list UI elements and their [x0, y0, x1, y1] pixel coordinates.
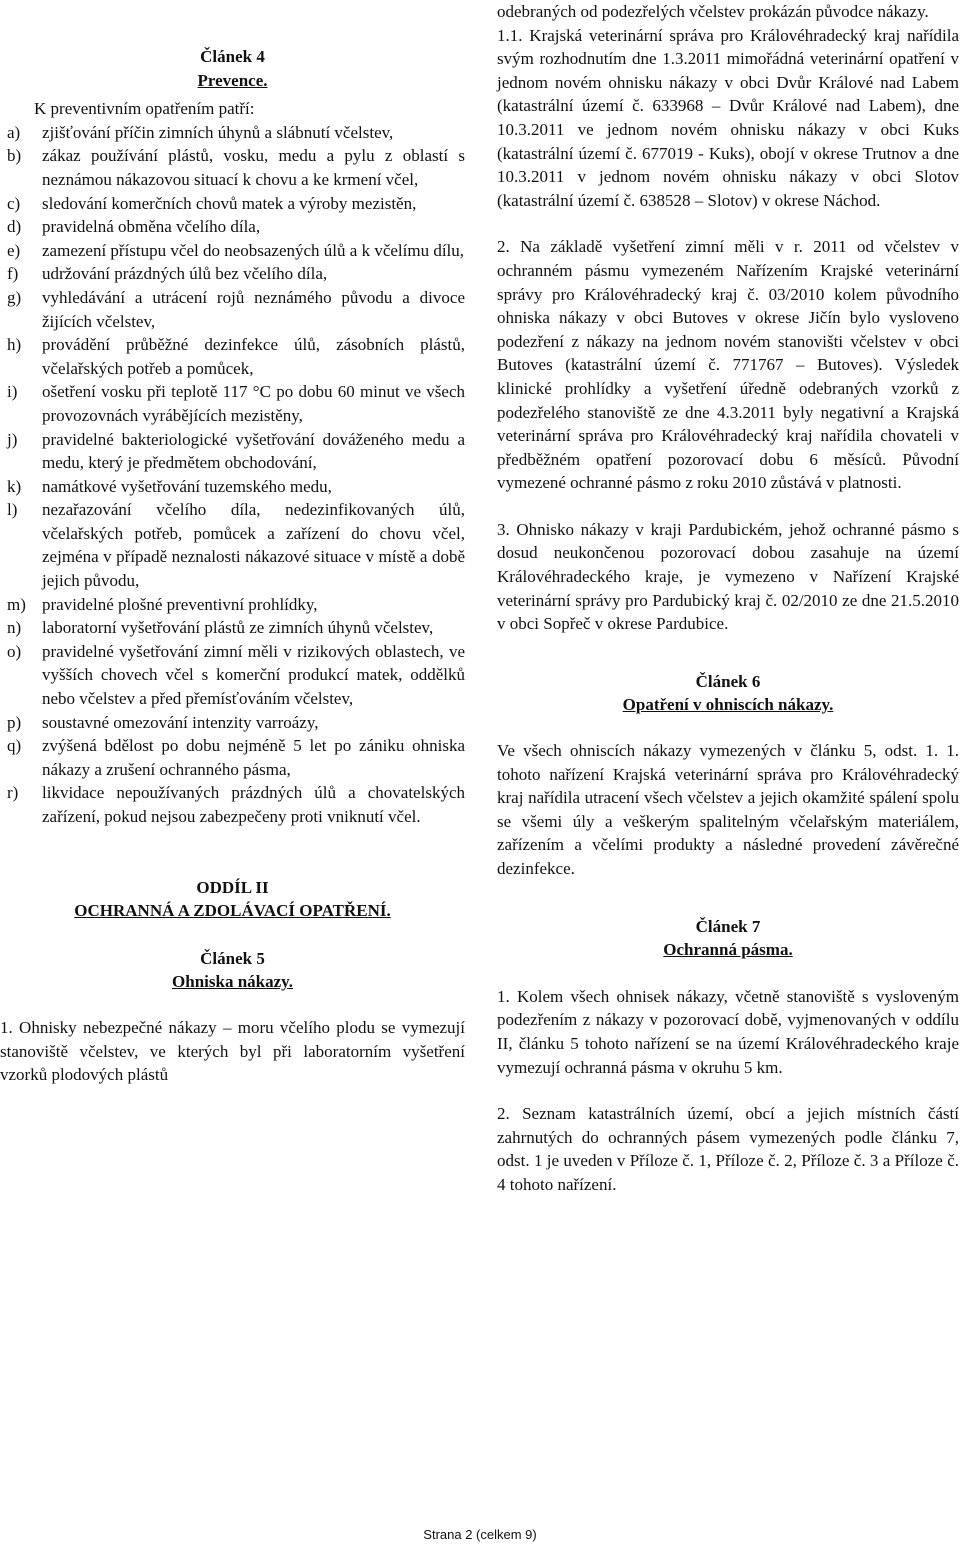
list-item-letter: h) — [7, 335, 22, 355]
article-4-heading — [0, 45, 465, 92]
list-item-text: vyhledávání a utrácení rojů neznámého původu a divoce žijících včelstev, — [42, 287, 465, 331]
list-item-letter: g) — [7, 287, 22, 307]
article-4-title: Článek 4 — [200, 47, 265, 66]
article-7-paragraph-1: 1. Kolem všech ohnisek nákazy, včetně stanoviště s vysloveným podezřením z nákazy v pozorovací době, vyjmenovaných v oddílu II, článku 5 tohoto nařízení se na území Královéhradeckého kraje vymezují ochranná pásma v okruhu 5 km. — [497, 986, 959, 1077]
article-7-title: Článek 7 — [695, 916, 761, 936]
list-item-letter: p) — [7, 712, 22, 732]
article-7-paragraph-2: 2. Seznam katastrálních území, obcí a jejich místních částí zahrnutých do ochranných pásem vymezených podle článku 7, odst. 1 je uveden v Příloze č. 1, Příloze č. 2, Příloze č. 3 a Příloze č. 4 tohoto nařízení. — [497, 1104, 959, 1194]
prevention-list-item — [0, 215, 465, 239]
list-item-text: laboratorní vyšetřování plástů ze zimních úhynů včelstev, — [42, 618, 434, 638]
list-item-text: zvýšená bdělost po dobu nejméně 5 let po zániku ohniska nákazy a zrušení ochranného pásma, — [42, 736, 465, 779]
list-item-letter: o) — [7, 641, 22, 661]
article-5-paragraph-1-1: 1.1. Krajská veterinární správa pro Královéhradecký kraj nařídila svým rozhodnutím dne 1.3.2011 mimořádná veterinární opatření v jednom novém ohnisku nákazy v obci Dvůr Králové nad Labem (katastrální území č. 633968 – Dvůr Králové nad Labem), dne 10.3.2011 ve jednom novém ohnisku nákazy v obci Kuks (katastrální území č. 677019 - Kuks), obojí v okrese Trutnov a dne 10.3.2011 v jednom novém ohnisku nákazy v obci Slotov (katastrální území č. 638528 – Slotov) v okrese Náchod. — [497, 25, 959, 210]
prevention-list-item — [0, 616, 465, 640]
list-item-text: zamezení přístupu včel do neobsazených úlů a k včelímu dílu, — [42, 240, 465, 260]
section-2-heading — [0, 876, 465, 923]
prevention-intro: K preventivním opatřením patří: — [34, 99, 255, 119]
right-column — [497, 0, 959, 1197]
prevention-list-item — [0, 428, 465, 475]
section-2-subtitle: OCHRANNÁ A ZDOLÁVACÍ OPATŘENÍ. — [74, 901, 391, 921]
prevention-list-item — [0, 380, 465, 427]
prevention-list-item — [0, 192, 465, 216]
prevention-list — [0, 121, 465, 829]
article-4-subtitle: Prevence. — [197, 70, 268, 90]
list-item-letter: k) — [7, 476, 22, 496]
article-5-subtitle: Ohniska nákazy. — [172, 972, 293, 992]
prevention-list-item — [0, 781, 465, 828]
article-6-title: Článek 6 — [695, 671, 761, 691]
prevention-list-item — [0, 734, 465, 781]
list-item-text: nezařazování včelího díla, nedezinfikovaných úlů, včelařských potřeb, pomůcek a zařízení do chovu včel, zejména v případě neznalosti nákazové situace v místě a době jejich původu, — [42, 500, 465, 591]
list-item-text: ošetření vosku při teplotě 117 °C po dobu 60 minut ve všech provozovnách vyrábějících mezistěny, — [42, 382, 465, 425]
prevention-list-item — [0, 640, 465, 711]
list-item-text: pravidelná obměna včelího díla, — [42, 217, 261, 237]
article-5-paragraph-1: 1. Ohnisky nebezpečné nákazy – moru včelího plodu se vymezují stanoviště včelstev, ve kterých byl při laboratorním vyšetření vzorků plodových plástů — [0, 1017, 465, 1085]
list-item-letter: n) — [7, 618, 22, 638]
list-item-text: zákaz používání plástů, vosku, medu a pylu z oblastí s neznámou nákazovou situací k chovu a ke krmení včel, — [42, 146, 465, 189]
prevention-list-item — [0, 593, 465, 617]
prevention-list-item — [0, 121, 465, 145]
list-item-text: pravidelné vyšetřování zimní měli v rizikových oblastech, ve vyšších chovech včel s komerční produkcí matek, oddělků nebo včelstev a před přemísťováním včelstev, — [42, 641, 465, 709]
section-2-title: ODDÍL II — [196, 877, 269, 897]
page-footer: Strana 2 (celkem 9) — [423, 1527, 537, 1542]
list-item-text: soustavné omezování intenzity varroázy, — [42, 712, 319, 732]
prevention-list-item — [0, 711, 465, 735]
list-item-letter: a) — [7, 122, 21, 142]
article-5-heading — [0, 947, 465, 994]
list-item-text: pravidelné bakteriologické vyšetřování dováženého medu a medu, který je předmětem obchodování, — [42, 429, 465, 473]
list-item-letter: r) — [7, 783, 19, 803]
list-item-letter: q) — [7, 736, 22, 756]
article-6-heading — [497, 670, 959, 717]
list-item-letter: c) — [7, 193, 21, 213]
list-item-text: pravidelné plošné preventivní prohlídky, — [42, 594, 318, 614]
article-6-paragraph: Ve všech ohniscích nákazy vymezených v článku 5, odst. 1. 1. tohoto nařízení Krajská veterinární správa pro Královéhradecký kraj nařídila utracení všech včelstev a jejich okamžité spálení spolu se všemi úly a veškerým spalitelným včelařským materiálem, zařízením a včelími produkty a následné provedení závěrečné dezinfekce. — [497, 741, 959, 878]
article-6-subtitle: Opatření v ohniscích nákazy. — [622, 695, 834, 715]
article-5-title: Článek 5 — [200, 948, 265, 968]
list-item-letter: f) — [7, 264, 19, 284]
article-5-paragraph-2: 2. Na základě vyšetření zimní měli v r. 2011 od včelstev v ochranném pásmu vymezeném Nařízením Krajské veterinární správy pro Královéhradecký kraj č. 03/2010 kolem původního ohniska nákazy v obci Butoves v okrese Jičín bylo vysloveno podezření z nákazy na jednom novém stanovišti včelstev v obci Butoves (katastrální území č. 771767 – Butoves). Výsledek klinické prohlídky a vyšetření úředně odebraných vzorků z podezřelého stanoviště ze dne 4.3.2011 byly negativní a Krajská veterinární správa pro Královéhradecký kraj nařídila chovateli v předběžném opatření pozorovací dobu 6 měsíců. Původní vymezené ochranné pásmo z roku 2010 zůstává v platnosti. — [497, 237, 959, 493]
list-item-letter: m) — [7, 594, 26, 614]
list-item-letter: b) — [7, 146, 22, 166]
article-5-paragraph-1-continued: odebraných od podezřelých včelstev prokázán původce nákazy. — [497, 2, 929, 21]
article-7-heading — [497, 915, 959, 962]
prevention-list-item — [0, 475, 465, 499]
list-item-text: udržování prázdných úlů bez včelího díla, — [42, 264, 328, 284]
list-item-letter: l) — [7, 500, 18, 520]
prevention-list-item — [0, 144, 465, 191]
list-item-text: likvidace nepoužívaných prázdných úlů a chovatelských zařízení, pokud nejsou zabezpečeny proti vniknutí včel. — [42, 783, 465, 826]
prevention-list-item — [0, 333, 465, 380]
list-item-text: sledování komerčních chovů matek a výroby mezistěn, — [42, 193, 417, 213]
list-item-text: provádění průběžné dezinfekce úlů, zásobních plástů, včelařských potřeb a pomůcek, — [42, 335, 465, 378]
list-item-letter: i) — [7, 382, 18, 402]
list-item-letter: e) — [7, 240, 21, 260]
list-item-letter: j) — [7, 429, 18, 449]
list-item-text: zjišťování příčin zimních úhynů a slábnutí včelstev, — [42, 122, 394, 142]
prevention-list-item — [0, 286, 465, 333]
prevention-list-item — [0, 262, 465, 286]
article-7-subtitle: Ochranná pásma. — [663, 940, 793, 960]
left-column — [0, 0, 465, 1087]
article-5-paragraph-3: 3. Ohnisko nákazy v kraji Pardubickém, jehož ochranné pásmo s dosud neukončenou pozorovací dobou zasahuje na území Královéhradeckého kraje, je vymezeno v Nařízení Krajské veterinární správy pro Pardubický kraj č. 02/2010 ze dne 21.5.2010 v obci Sopřeč v okrese Pardubice. — [497, 519, 959, 634]
prevention-list-item — [0, 498, 465, 592]
list-item-letter: d) — [7, 217, 22, 237]
list-item-text: namátkové vyšetřování tuzemského medu, — [42, 476, 332, 496]
prevention-list-item — [0, 239, 465, 263]
